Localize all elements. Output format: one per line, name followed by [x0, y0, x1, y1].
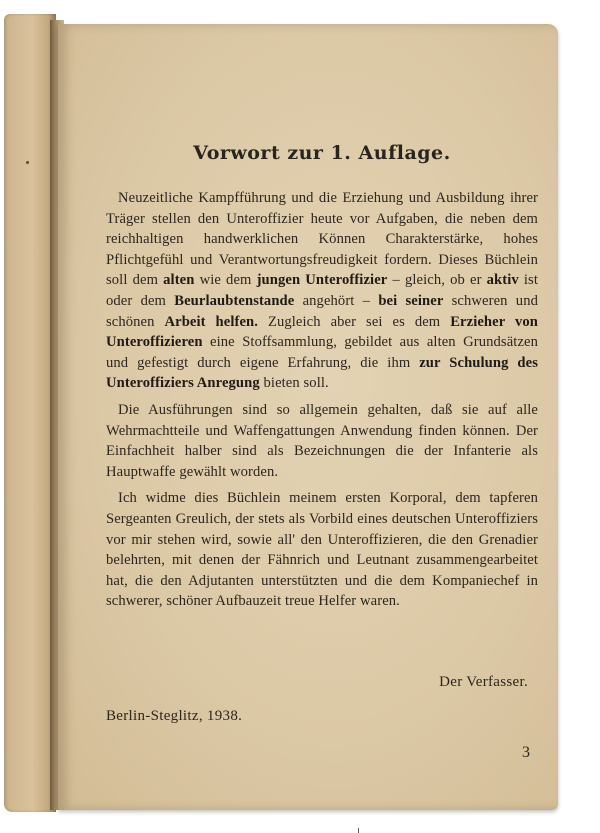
bold-phrase: zur Schulung des Unteroffiziers Anregung — [106, 354, 538, 392]
page-number: 3 — [522, 744, 530, 761]
text-run: ist oder dem — [106, 272, 538, 309]
paragraph — [106, 400, 538, 482]
text-run: bieten soll. — [259, 375, 329, 392]
bold-phrase: bei seiner — [378, 292, 444, 309]
text-run: Ich widme dies Büchlein meinem ersten Korporal, dem tapferen Sergeanten Greulich, der stets als Vorbild eines deutschen Unteroffiziers vor mir stehen wird, sowie all' den Unteroffizieren, die den Grenadier belehrten, mit denen der Fähnrich und Leutnant zusammengearbeitet hat, die den Adjutanten unterstützten und die dem Kompaniechef in schwerer, schöner Aufbauzeit treue Helfer waren. — [106, 490, 538, 610]
bold-phrase: alten — [163, 272, 195, 289]
book-page — [58, 24, 558, 810]
author-signature: Der Verfasser. — [439, 674, 528, 690]
text-run: wie dem — [194, 272, 257, 289]
bold-phrase: Beurlaubtenstande — [174, 292, 295, 309]
text-run: angehört – — [294, 292, 379, 309]
text-run: Neuzeitliche Kampfführung und die Erziehung und Ausbildung ihrer Träger stellen den Unteroffizier heute vor Aufgaben, die neben dem reichhaltigen handwerklichen Können Charakterstärke, hohes Pflichtgefühl und Verantwortungsfreudigkeit fordern. Dieses Büchlein soll dem — [106, 190, 538, 289]
paragraph — [106, 188, 538, 394]
bold-phrase: jungen Unteroffizier — [256, 272, 388, 289]
text-run: eine Stoffsammlung, gebildet aus alten Grundsätzen und gefestigt durch eigene Erfahrung, die ihm — [106, 334, 538, 371]
previous-page-edge — [4, 14, 56, 812]
bold-phrase: aktiv — [486, 272, 519, 289]
paragraph — [106, 488, 538, 612]
bold-phrase: Erzieher von Unteroffizieren — [106, 313, 538, 351]
body-text — [106, 188, 538, 618]
text-run: Zugleich aber sei es dem — [258, 313, 451, 330]
text-run: schweren und schönen — [106, 292, 538, 330]
place-and-date: Berlin-Steglitz, 1938. — [106, 708, 243, 724]
ink-speck — [358, 828, 359, 833]
page-title: Vorwort zur 1. Auflage. — [193, 142, 451, 164]
bold-phrase: Arbeit helfen. — [164, 313, 259, 330]
page-speck — [26, 161, 29, 164]
text-run: – gleich, ob er — [387, 272, 487, 289]
text-run: Die Ausführungen sind so allgemein gehalten, daß sie auf alle Wehrmachtteile und Waffengattungen Anwendung finden können. Der Einfachheit halber sind als Bezeichnungen die der Infanterie als Hauptwaffe gewählt worden. — [106, 401, 538, 480]
